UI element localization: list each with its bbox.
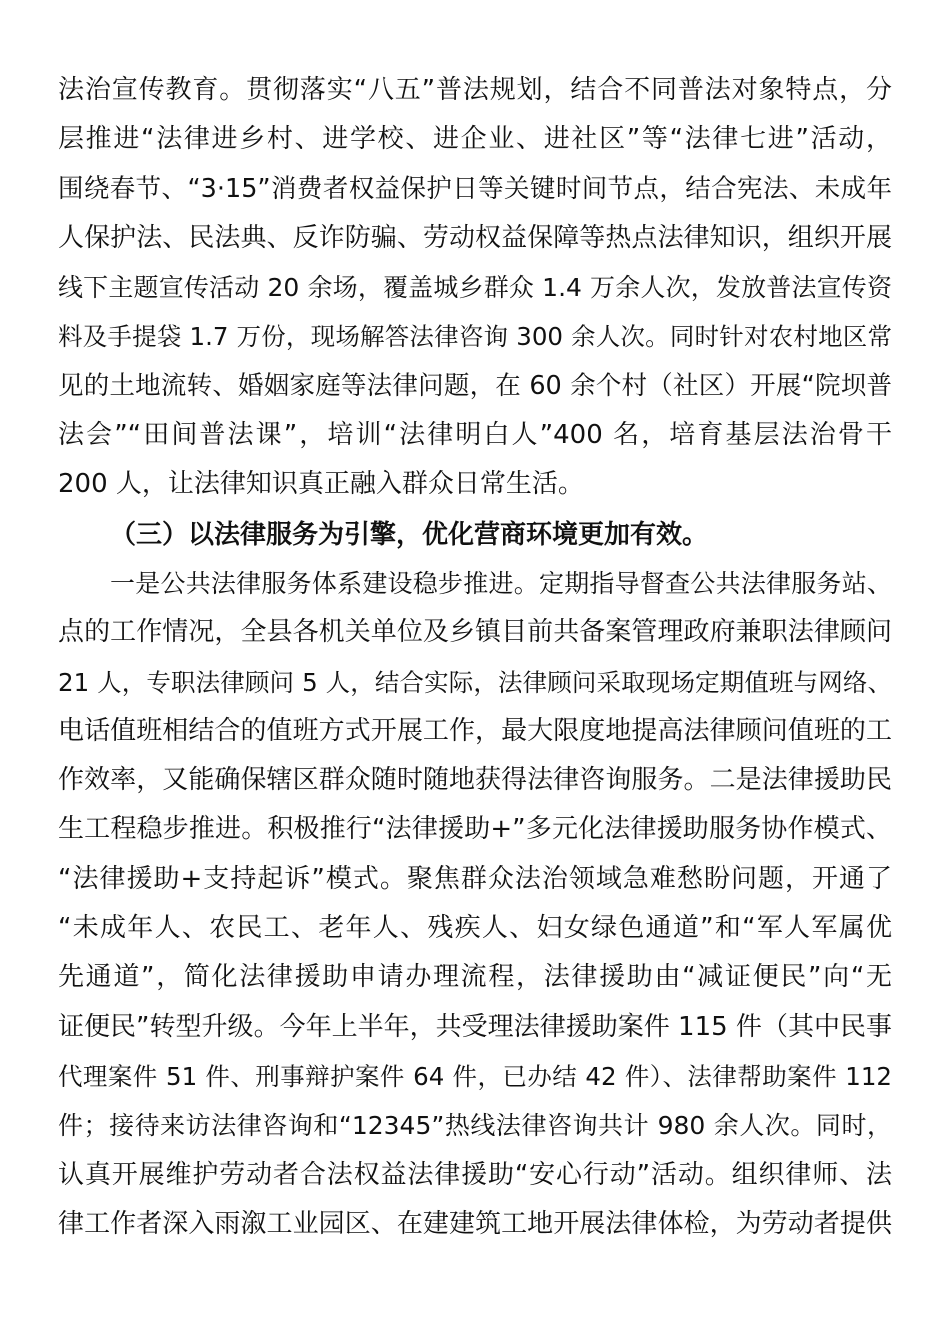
paragraph-line: 见的土地流转、婚姻家庭等法律问题，在 60 余个村（社区）开展“院坝普 xyxy=(58,370,892,401)
section-heading: （三）以法律服务为引擎，优化营商环境更加有效。 xyxy=(110,518,709,549)
paragraph-line: 证便民”转型升级。今年上半年，共受理法律援助案件 115 件（其中民事 xyxy=(58,1011,892,1042)
paragraph-line: 料及手提袋 1.7 万份，现场解答法律咨询 300 余人次。同时针对农村地区常 xyxy=(58,322,892,352)
paragraph-line: 层推进“法律进乡村、进学校、进企业、进社区”等“法律七进”活动， xyxy=(58,124,892,155)
paragraph-line: 一是公共法律服务体系建设稳步推进。定期指导督查公共法律服务站、 xyxy=(110,568,892,598)
paragraph-line: 生工程稳步推进。积极推行“法律援助+”多元化法律援助服务协作模式、 xyxy=(58,814,892,845)
paragraph-line: 件；接待来访法律咨询和“12345”热线法律咨询共计 980 余人次。同时， xyxy=(58,1111,892,1141)
paragraph-line: 认真开展维护劳动者合法权益法律援助“安心行动”活动。组织律师、法 xyxy=(58,1159,892,1190)
paragraph-line: “未成年人、农民工、老年人、残疾人、妇女绿色通道”和“军人军属优 xyxy=(58,913,892,944)
paragraph-line: 200 人，让法律知识真正融入群众日常生活。 xyxy=(58,469,584,500)
paragraph-line: 点的工作情况，全县各机关单位及乡镇目前共备案管理政府兼职法律顾问 xyxy=(58,617,892,648)
paragraph-line: 代理案件 51 件、刑事辩护案件 64 件，已办结 42 件）、法律帮助案件 112 xyxy=(58,1061,892,1091)
paragraph-line: 人保护法、民法典、反诈防骗、劳动权益保障等热点法律知识，组织开展 xyxy=(58,222,892,253)
paragraph-line: 法会”“田间普法课”，培训“法律明白人”400 名，培育基层法治骨干 xyxy=(58,420,892,451)
paragraph-line: 先通道”，简化法律援助申请办理流程，法律援助由“减证便民”向“无 xyxy=(58,962,892,993)
paragraph-line: 21 人，专职法律顾问 5 人，结合实际，法律顾问采取现场定期值班与网络、 xyxy=(58,667,892,697)
paragraph-line: 法治宣传教育。贯彻落实“八五”普法规划，结合不同普法对象特点，分 xyxy=(58,75,892,105)
paragraph-line: 电话值班相结合的值班方式开展工作，最大限度地提高法律顾问值班的工 xyxy=(58,715,892,746)
document-body xyxy=(58,66,892,1249)
paragraph-line: 围绕春节、“3·15”消费者权益保护日等关键时间节点，结合宪法、未成年 xyxy=(58,173,892,204)
paragraph-line: 线下主题宣传活动 20 余场，覆盖城乡群众 1.4 万余人次，发放普法宣传资 xyxy=(58,273,892,303)
paragraph-line: 作效率，又能确保辖区群众随时随地获得法律咨询服务。二是法律援助民 xyxy=(58,765,892,796)
paragraph-line: “法律援助+支持起诉”模式。聚焦群众法治领域急难愁盼问题，开通了 xyxy=(58,863,892,894)
paragraph-line: 律工作者深入雨溆工业园区、在建建筑工地开展法律体检，为劳动者提供 xyxy=(58,1208,892,1239)
